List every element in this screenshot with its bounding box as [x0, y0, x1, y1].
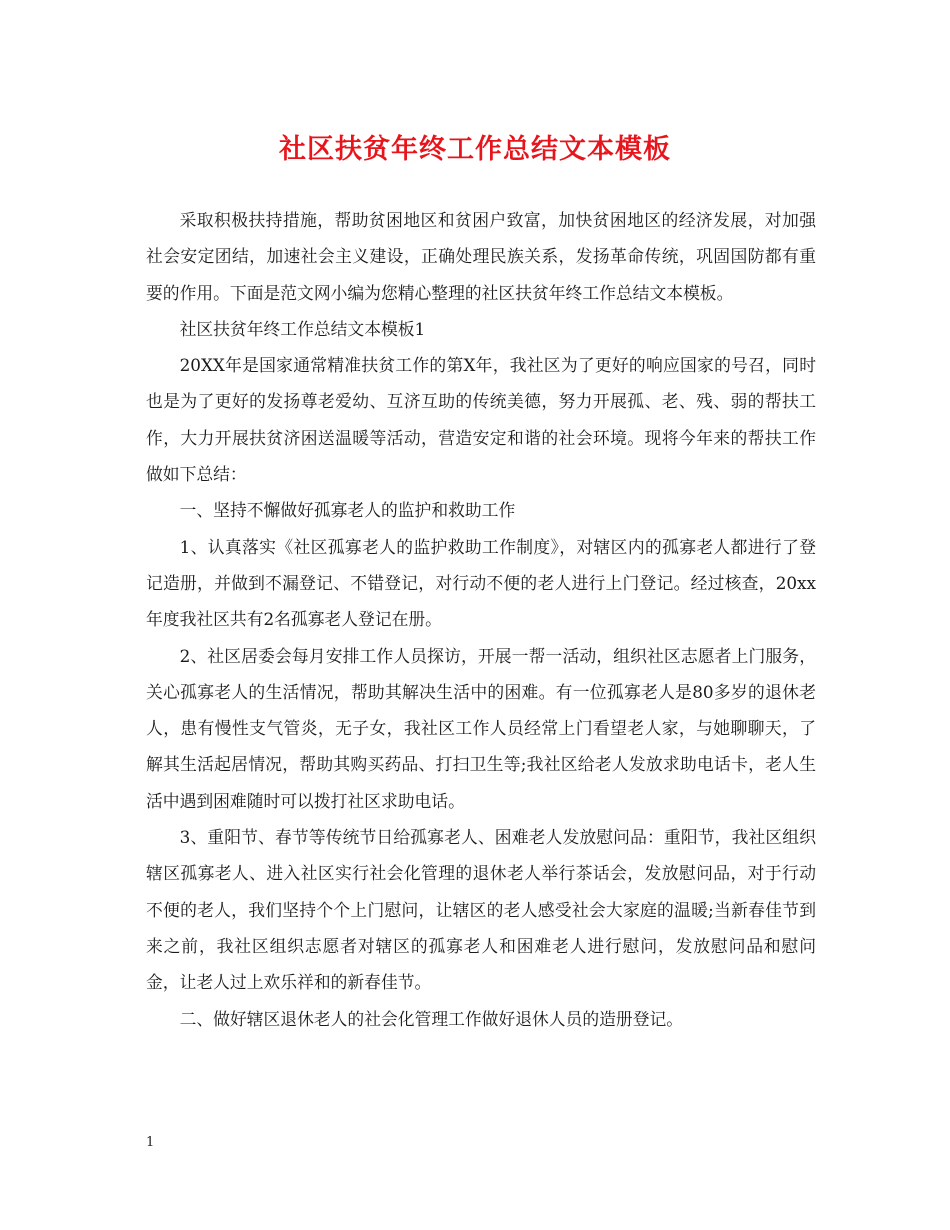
paragraph-item-2: 2、社区居委会每月安排工作人员探访，开展一帮一活动，组织社区志愿者上门服务，关心孤寡老人的生活情况，帮助其解决生活中的困难。有一位孤寡老人是80多岁的退休老人，患有慢性支气管炎，无子女，我社区工作人员经常上门看望老人家，与她聊聊天，了解其生活起居情况，帮助其购买药品、打扫卫生等;我社区给老人发放求助电话卡，老人生活中遇到困难随时可以拨打社区求助电话。	[146, 645, 816, 811]
paragraph-overview: 20XX年是国家通常精准扶贫工作的第X年，我社区为了更好的响应国家的号召，同时也是为了更好的发扬尊老爱幼、互济互助的传统美德，努力开展孤、老、残、弱的帮扶工作，大力开展扶贫济困送温暖等活动，营造安定和谐的社会环境。现将今年来的帮扶工作做如下总结：	[146, 355, 816, 485]
paragraph-item-3: 3、重阳节、春节等传统节日给孤寡老人、困难老人发放慰问品：重阳节，我社区组织辖区孤寡老人、进入社区实行社会化管理的退休老人举行茶话会，发放慰问品，对于行动不便的老人，我们坚持个个上门慰问，让辖区的老人感受社会大家庭的温暖;当新春佳节到来之前，我社区组织志愿者对辖区的孤寡老人和困难老人进行慰问，发放慰问品和慰问金，让老人过上欢乐祥和的新春佳节。	[146, 827, 816, 993]
document-body	[146, 202, 816, 1037]
section-heading-2: 二、做好辖区退休老人的社会化管理工作做好退休人员的造册登记。	[179, 1008, 684, 1029]
section-heading-1: 一、坚持不懈做好孤寡老人的监护和救助工作	[179, 500, 516, 521]
page-number: 1	[146, 1135, 155, 1150]
section-heading-template-1: 社区扶贫年终工作总结文本模板1	[179, 318, 426, 339]
document-title: 社区扶贫年终工作总结文本模板	[279, 134, 671, 165]
paragraph-item-1: 1、认真落实《社区孤寡老人的监护救助工作制度》，对辖区内的孤寡老人都进行了登记造册，并做到不漏登记、不错登记，对行动不便的老人进行上门登记。经过核查，20xx年度我社区共有2名孤寡老人登记在册。	[146, 536, 816, 630]
paragraph-intro: 采取积极扶持措施，帮助贫困地区和贫困户致富，加快贫困地区的经济发展，对加强社会安定团结，加速社会主义建设，正确处理民族关系，发扬革命传统，巩固国防都有重要的作用。下面是范文网小编为您精心整理的社区扶贫年终工作总结文本模板。	[146, 210, 816, 303]
